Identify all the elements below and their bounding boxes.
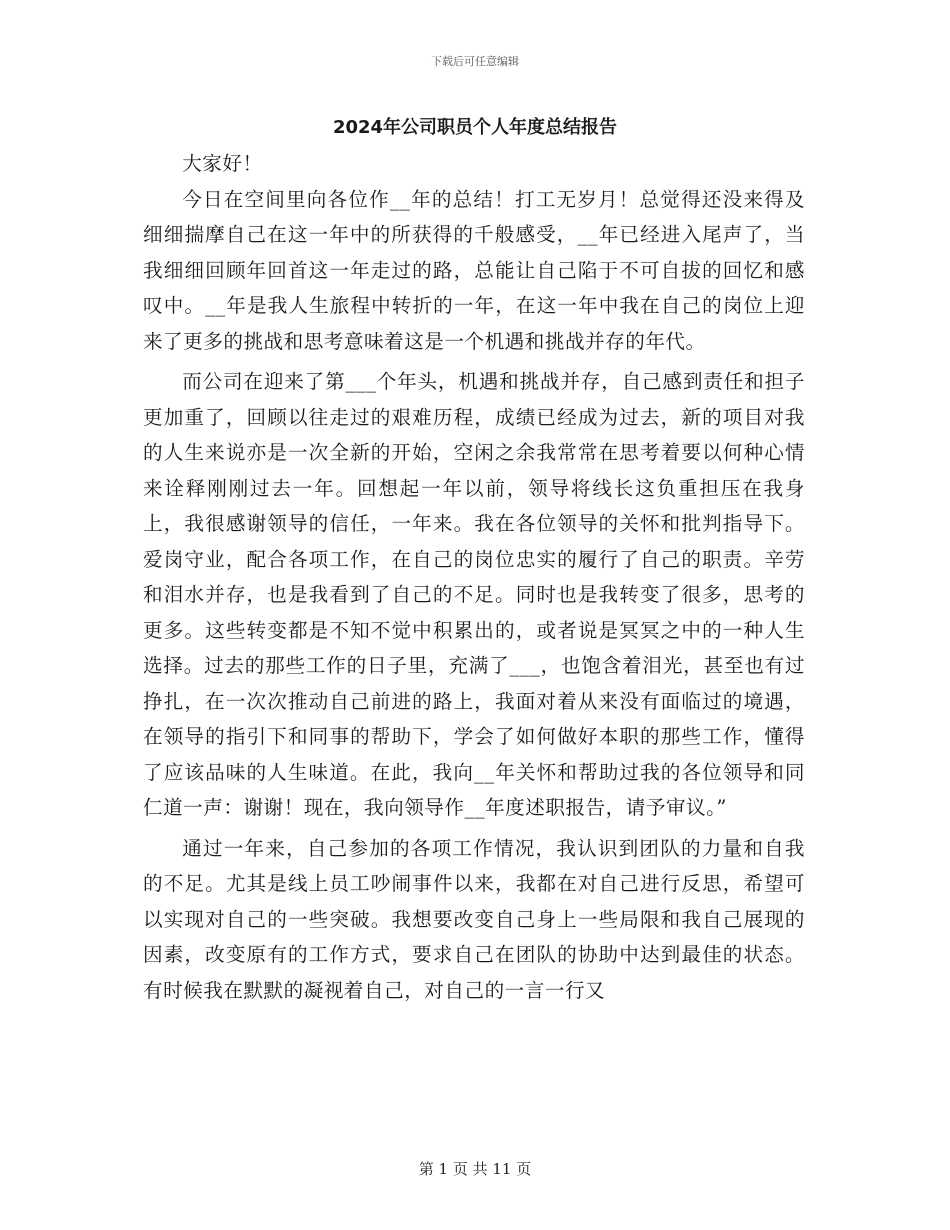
- header-note: 下载后可任意编辑: [431, 55, 519, 68]
- document-body: [143, 146, 805, 1008]
- paragraph-3: 通过一年来，自己参加的各项工作情况，我认识到团队的力量和自我的不足。尤其是线上员工吵闹事件以来，我都在对自己进行反思，希望可以实现对自己的一些突破。我想要改变自己身上一些局限和我自己展现的因素，改变原有的工作方式，要求自己在团队的协助中达到最佳的状态。有时候我在默默的凝视着自己，对自己的一言一行又: [143, 836, 805, 1002]
- greeting: 大家好！: [182, 152, 263, 175]
- document-title: 2024年公司职员个人年度总结报告: [332, 117, 618, 138]
- paragraph-1: 今日在空间里向各位作__年的总结！打工无岁月！总觉得还没来得及细细揣摩自己在这一年中的所获得的千般感受，__年已经进入尾声了，当我细细回顾年回首这一年走过的路，总能让自己陷于不可自拔的回忆和感叹中。__年是我人生旅程中转折的一年，在这一年中我在自己的岗位上迎来了更多的挑战和思考意味着这是一个机遇和挑战并存的年代。: [143, 187, 805, 353]
- page-number: 第 1 页 共 11 页: [418, 1160, 532, 1178]
- paragraph-2: 而公司在迎来了第___个年头，机遇和挑战并存，自己感到责任和担子更加重了，回顾以往走过的艰难历程，成绩已经成为过去，新的项目对我的人生来说亦是一次全新的开始，空闲之余我常常在思考着要以何种心情来诠释刚刚过去一年。回想起一年以前，领导将线长这负重担压在我身上，我很感谢领导的信任，一年来。我在各位领导的关怀和批判指导下。爱岗守业，配合各项工作，在自己的岗位忠实的履行了自己的职责。辛劳和泪水并存，也是我看到了自己的不足。同时也是我转变了很多，思考的更多。这些转变都是不知不觉中积累出的，或者说是冥冥之中的一种人生选择。过去的那些工作的日子里，充满了___，也饱含着泪光，甚至也有过挣扎，在一次次推动自己前进的路上，我面对着从来没有面临过的境遇，在领导的指引下和同事的帮助下，学会了如何做好本职的那些工作，懂得了应该品味的人生味道。在此，我向__年关怀和帮助过我的各位领导和同仁道一声：谢谢！现在，我向领导作__年度述职报告，请予审议。”: [143, 370, 805, 819]
